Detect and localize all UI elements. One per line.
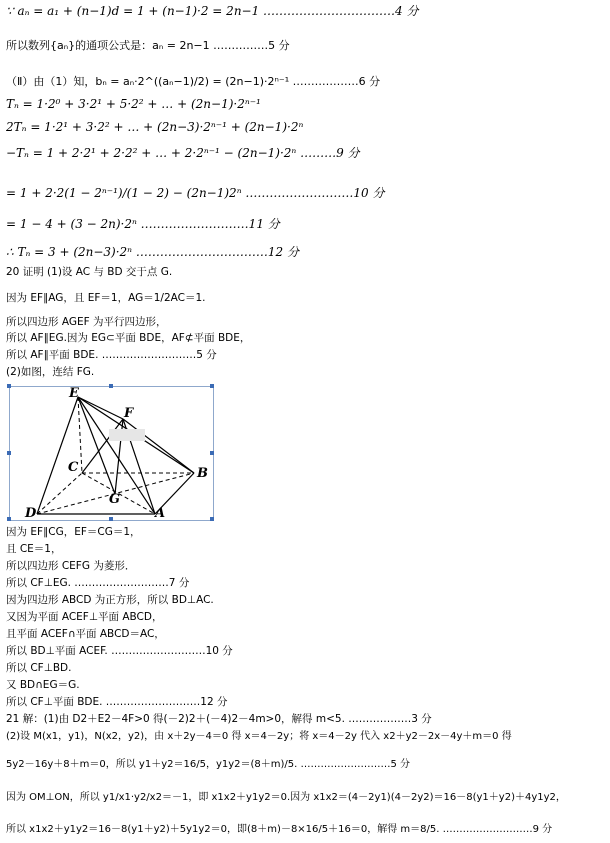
vertex-E: E <box>69 386 79 401</box>
vertex-B: B <box>197 466 208 481</box>
line-25: 又 BD∩EG＝G. <box>6 679 80 691</box>
line-26: 所以 CF⊥平面 BDE. ………………………12 分 <box>6 696 228 708</box>
edge-EC <box>78 397 82 473</box>
edge-ED <box>37 397 78 514</box>
resize-handle-top-right[interactable] <box>210 384 214 388</box>
line-18: 所以四边形 CEFG 为菱形． <box>6 560 136 572</box>
line-24: 所以 CF⊥BD. <box>6 662 72 674</box>
line-15: (2)如图，连结 FG. <box>6 366 95 378</box>
line-11: 因为 EF∥AG，且 EF＝1，AG＝1/2AC＝1. <box>6 292 206 304</box>
resize-handle-bottom-left[interactable] <box>7 517 11 521</box>
line-08: = 1 − 4 + (3 − 2n)·2ⁿ ………………………11 分 <box>6 217 280 231</box>
line-07: = 1 + 2·2(1 − 2ⁿ⁻¹)/(1 − 2) − (2n−1)2ⁿ ………………………10 分 <box>6 186 385 200</box>
edge-FC <box>82 419 123 473</box>
line-30: 因为 OM⊥ON，所以 y1/x1·y2/x2＝－1，即 x1x2＋y1y2＝0.因为 x1x2＝(4－2y1)(4－2y2)＝16－8(y1＋y2)＋4y1y2， <box>6 792 566 803</box>
vertex-F: F <box>124 406 134 421</box>
line-13: 所以 AF∥EG.因为 EG⊂平面 BDE，AF⊄平面 BDE， <box>6 332 251 344</box>
line-10: 20 证明 (1)设 AC 与 BD 交于点 G. <box>6 266 173 278</box>
line-21: 又因为平面 ACEF⊥平面 ABCD， <box>6 611 163 623</box>
selection-highlight <box>109 429 145 441</box>
resize-handle-top-left[interactable] <box>7 384 11 388</box>
line-06: −Tₙ = 1 + 2·2¹ + 2·2² + … + 2·2ⁿ⁻¹ − (2n−1)·2ⁿ ………9 分 <box>6 146 360 160</box>
line-17: 且 CE＝1， <box>6 543 62 555</box>
resize-handle-top[interactable] <box>109 384 113 388</box>
line-20: 因为四边形 ABCD 为正方形，所以 BD⊥AC. <box>6 594 214 606</box>
vertex-G: G <box>109 492 121 507</box>
vertex-C: C <box>68 460 79 475</box>
vertex-A: A <box>155 506 166 521</box>
line-19: 所以 CF⊥EG. ………………………7 分 <box>6 577 190 589</box>
geometry-figure <box>9 386 214 521</box>
resize-handle-right[interactable] <box>210 451 214 455</box>
vertex-D: D <box>25 506 37 521</box>
line-29: 5y2－16y＋8＋m＝0，所以 y1＋y2＝16/5，y1y2＝(8＋m)/5. ………………………5 分 <box>6 759 411 770</box>
line-31: 所以 x1x2＋y1y2＝16－8(y1＋y2)＋5y1y2＝0，即(8＋m)－8×16/5＋16＝0，解得 m＝8/5. ………………………9 分 <box>6 824 553 835</box>
line-12: 所以四边形 AGEF 为平行四边形， <box>6 316 167 328</box>
line-22: 且平面 ACEF∩平面 ABCD＝AC， <box>6 628 165 640</box>
line-02: 所以数列{aₙ}的通项公式是：aₙ = 2n−1 ……………5 分 <box>6 39 290 52</box>
edge-FB <box>123 419 194 473</box>
line-23: 所以 BD⊥平面 ACEF. ………………………10 分 <box>6 645 233 657</box>
line-16: 因为 EF∥CG，EF＝CG＝1， <box>6 526 141 538</box>
line-04: Tₙ = 1·2⁰ + 3·2¹ + 5·2² + … + (2n−1)·2ⁿ⁻¹ <box>6 97 261 111</box>
line-03: （Ⅱ）由（1）知，bₙ = aₙ·2^((aₙ−1)/2) = (2n−1)·2ⁿ⁻¹ ………………6 分 <box>6 75 381 88</box>
resize-handle-left[interactable] <box>7 451 11 455</box>
line-01: ∵ aₙ = a₁ + (n−1)d = 1 + (n−1)·2 = 2n−1 ……………………………4 分 <box>6 4 419 18</box>
line-14: 所以 AF∥平面 BDE. ………………………5 分 <box>6 349 217 361</box>
line-28: (2)设 M(x1，y1)，N(x2，y2)，由 x＋2y－4＝0 得 x＝4－2y；将 x＝4－2y 代入 x2＋y2－2x－4y＋m＝0 得 <box>6 731 512 742</box>
line-27: 21 解：(1)由 D2＋E2－4F>0 得(－2)2＋(－4)2－4m>0，解得 m<5. ………………3 分 <box>6 713 432 725</box>
line-05: 2Tₙ = 1·2¹ + 3·2² + … + (2n−3)·2ⁿ⁻¹ + (2n−1)·2ⁿ <box>6 120 304 134</box>
resize-handle-bottom-right[interactable] <box>210 517 214 521</box>
resize-handle-bottom[interactable] <box>109 517 113 521</box>
line-09: ∴ Tₙ = 3 + (2n−3)·2ⁿ ……………………………12 分 <box>6 245 299 259</box>
